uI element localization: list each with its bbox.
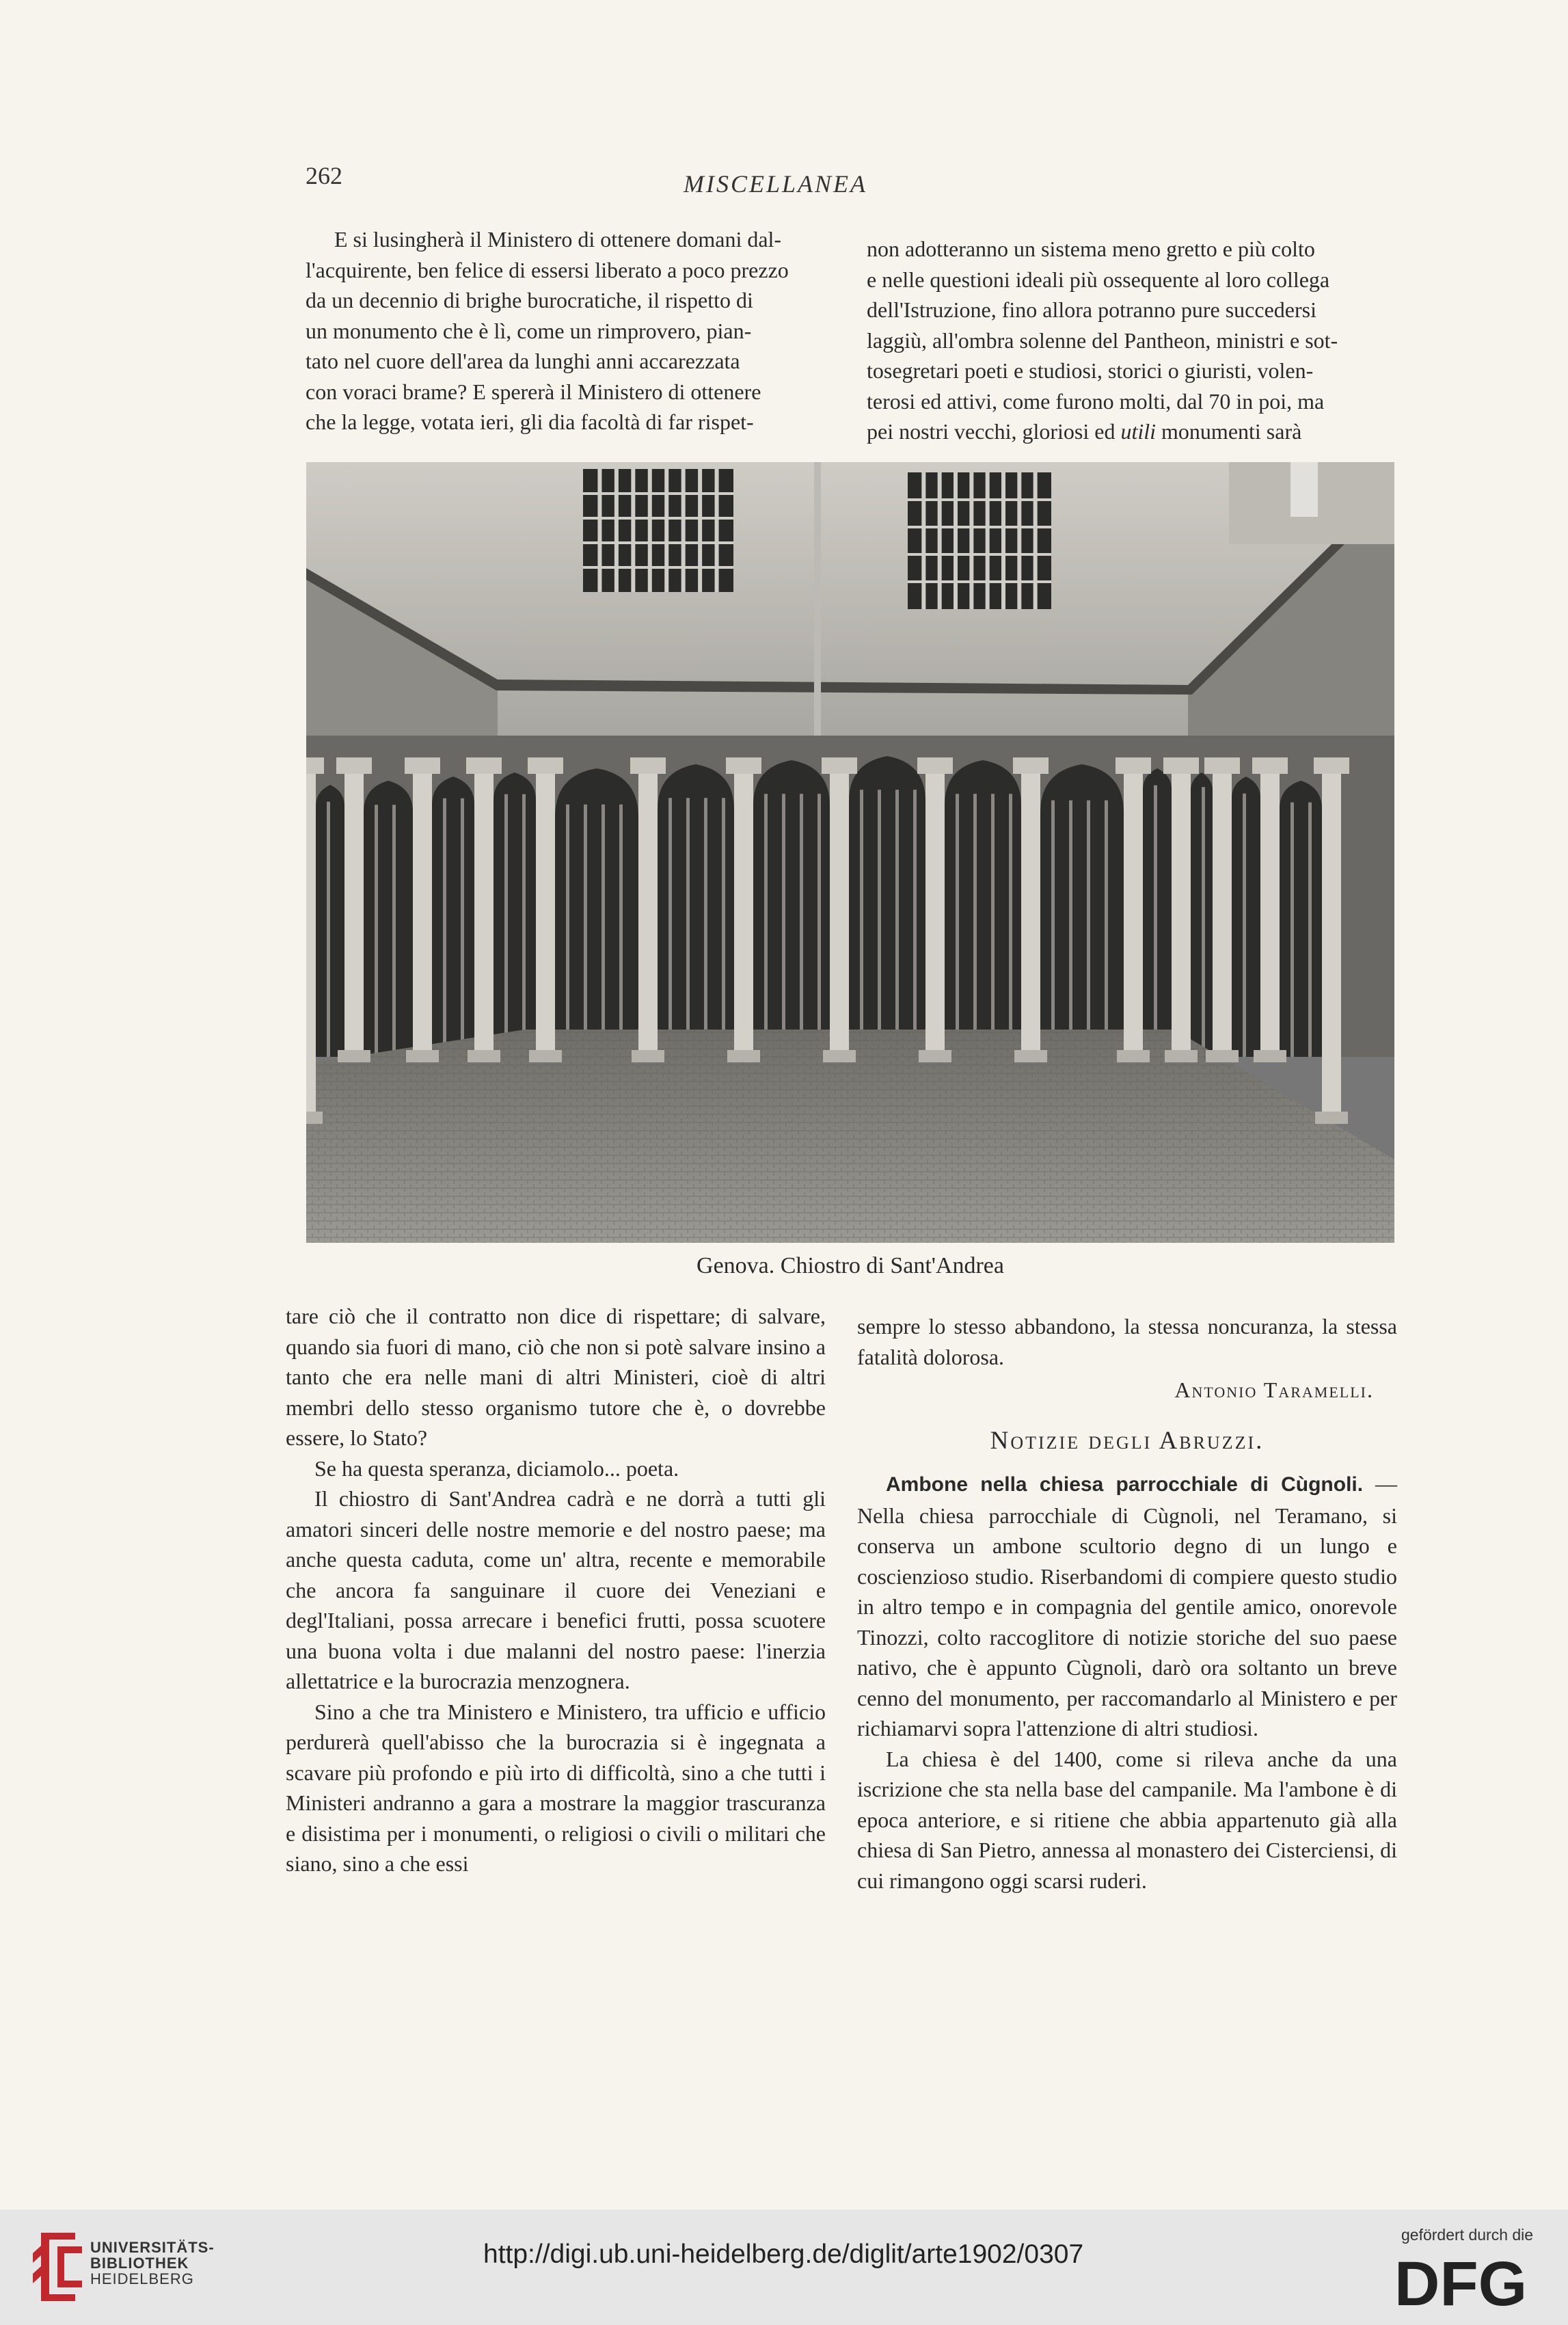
- top-left-column: [306, 224, 843, 438]
- paragraph: Il chiostro di Sant'Andrea cadrà e ne dorrà a tutti gli amatori sinceri delle nostre memorie e del nostro paese; ma anche questa caduta, come un' altra, recente e memorabile che ancora fa sanguinare il cuore dei Veneziani e degl'Italiani, possa arrecare i benefici frutti, possa scuotere una buona volta i due malanni del nostro paese: l'inerzia allettatrice e la burocrazia menzognera.: [286, 1486, 826, 1693]
- column-shaft: [344, 763, 364, 1057]
- column-base: [1206, 1050, 1239, 1062]
- text-line: [867, 416, 1414, 447]
- window-bar: [698, 469, 702, 592]
- column-base: [1117, 1050, 1150, 1062]
- library-name-line: BIBLIOTHEK: [90, 2255, 189, 2272]
- cloister-photograph: [306, 462, 1394, 1243]
- window-bar: [908, 553, 1051, 556]
- railing-bar: [1051, 801, 1055, 1057]
- bottom-left-column: [286, 1301, 826, 1879]
- window-bar: [986, 472, 990, 609]
- paragraph: tare ciò che il contratto non dice di rispettare; di salvare, quando sia fuori di mano, ciò che non si potè salvare insino a tanto che era nelle mani di altri Ministeri, cioè di altri membri dello stesso organismo tutore che è, o dovrebbe essere, lo Stato?: [286, 1304, 826, 1450]
- paragraph: sempre lo stesso abbandono, la stessa noncuranza, la stessa fatalità dolorosa.: [857, 1314, 1397, 1369]
- funding-note: gefördert durch die: [1401, 2226, 1534, 2244]
- upper-window: [1290, 462, 1318, 517]
- column-base: [823, 1050, 856, 1062]
- text-line: terosi ed attivi, come furono molti, dal 70 in poi, ma: [867, 388, 1325, 414]
- column-capital: [1314, 757, 1349, 774]
- column-capital: [1116, 757, 1151, 774]
- railing-bar: [619, 805, 623, 1057]
- text-line: e nelle questioni ideali più ossequente al loro collega: [867, 267, 1330, 292]
- railing-bar: [956, 794, 959, 1057]
- university-library-logo: [27, 2226, 87, 2307]
- column-shaft: [1260, 763, 1280, 1057]
- column-base: [468, 1050, 500, 1062]
- barred-window-left: [583, 469, 733, 592]
- column-capital: [306, 757, 324, 774]
- page-number: 262: [306, 162, 342, 189]
- column-shaft: [830, 763, 849, 1057]
- cloister-illustration: [306, 462, 1394, 1243]
- column-shaft: [1322, 763, 1341, 1118]
- window-bar: [1017, 472, 1021, 609]
- railing-bar: [1308, 803, 1312, 1057]
- column-shaft: [413, 763, 432, 1057]
- window-bar: [648, 469, 652, 592]
- railing-bar: [601, 805, 605, 1057]
- railing-bar: [1290, 803, 1294, 1057]
- column-capital: [1252, 757, 1288, 774]
- railing-bar: [1154, 785, 1157, 1057]
- run-in-heading: Ambone nella chiesa parrocchiale di Cùgnoli.: [886, 1473, 1364, 1496]
- window-bar: [969, 472, 973, 609]
- text-line: che la legge, votata ieri, gli dia facoltà di far rispet-: [306, 409, 754, 434]
- railing-bar: [1069, 801, 1072, 1057]
- window-bar: [681, 469, 686, 592]
- paragraph: La chiesa è del 1400, come si rileva anche da una iscrizione che sta nella base del campanile. Ma l'ambone è di epoca anteriore, e si ritiene che abbia appartenuto già alla chiesa di San Pietro, annessa al monastero dei Cisterciensi, di cui rimangono oggi scarsi ruderi.: [857, 1746, 1397, 1893]
- railing-bar: [443, 798, 446, 1057]
- library-name-line: UNIVERSITÄTS-: [90, 2239, 215, 2256]
- dfg-logo-text: DFG: [1394, 2252, 1528, 2313]
- column-shaft: [306, 763, 316, 1118]
- section-heading: Notizie degli Abruzzi.: [990, 1426, 1265, 1455]
- railing-bar: [1009, 794, 1012, 1057]
- running-title: MISCELLANEA: [684, 170, 868, 198]
- column-capital: [528, 757, 563, 774]
- arch-opening: [364, 781, 413, 1057]
- railing-bar: [1087, 801, 1090, 1057]
- column-capital: [726, 757, 761, 774]
- top-right-column: [867, 234, 1414, 447]
- paragraph: [857, 1468, 1397, 1744]
- railing-bar: [913, 790, 917, 1057]
- railing-bar: [461, 798, 464, 1057]
- bottom-right-column: [857, 1311, 1397, 1896]
- permalink[interactable]: http://digi.ub.uni-heidelberg.de/diglit/arte1902/0307: [483, 2240, 1084, 2269]
- railing-bar: [584, 805, 587, 1057]
- window-bar: [1033, 472, 1038, 609]
- figure-caption: Genova. Chiostro di Sant'Andrea: [697, 1253, 1004, 1278]
- arcade-arches: [316, 756, 1322, 1057]
- column-shaft: [1021, 763, 1040, 1057]
- column-capital: [917, 757, 953, 774]
- railing-bar: [1243, 794, 1246, 1057]
- column-capital: [822, 757, 857, 774]
- window-bar: [954, 472, 958, 609]
- text-line: un monumento che è lì, come un rimprovero, pian-: [306, 318, 752, 343]
- column-capital: [405, 757, 440, 774]
- column-base: [727, 1050, 760, 1062]
- window-bar: [583, 517, 733, 520]
- dfg-logo: [1394, 2252, 1549, 2313]
- column-base: [1014, 1050, 1047, 1062]
- railing-bar: [764, 794, 768, 1057]
- railing-bar: [668, 798, 672, 1057]
- column-capital: [630, 757, 666, 774]
- column-base: [529, 1050, 562, 1062]
- window-bar: [908, 498, 1051, 501]
- arch-opening: [1280, 781, 1322, 1057]
- railing-bar: [722, 798, 725, 1057]
- column-shaft: [1124, 763, 1143, 1057]
- arch-opening: [432, 777, 474, 1057]
- column-base: [1165, 1050, 1198, 1062]
- window-bar: [583, 541, 733, 544]
- window-bar: [583, 566, 733, 569]
- column-base: [406, 1050, 439, 1062]
- column-shaft: [1172, 763, 1191, 1057]
- railing-bar: [392, 805, 396, 1057]
- column-base: [1254, 1050, 1286, 1062]
- railing-bar: [782, 794, 785, 1057]
- window-bar: [597, 469, 601, 592]
- text-line: E si lusingherà il Ministero di ottenere domani dal-: [334, 227, 782, 252]
- text-line: non adotteranno un sistema meno gretto e più colto: [867, 237, 1315, 261]
- railing-bar: [686, 798, 690, 1057]
- text-span: monumenti sarà: [1156, 419, 1302, 444]
- text-line: tato nel cuore dell'area da lunghi anni accarezzata: [306, 349, 740, 373]
- text-span: pei nostri vecchi, gloriosi ed: [867, 419, 1121, 444]
- window-bar: [715, 469, 719, 592]
- railing-bar: [327, 802, 330, 1057]
- railing-bar: [817, 794, 821, 1057]
- column-base: [338, 1050, 370, 1062]
- paragraph-text: — Nella chiesa parrocchiale di Cùgnoli, nel Teramano, si conserva un ambone scultorio degno di un lungo e coscienzioso studio. Riserbandomi di compiere questo studio in altro tempo e in compagnia del gentile amico, onorevole Tinozzi, colto raccoglitore di notizie storiche del suo paese nativo, che è appunto Cùgnoli, darò ora soltanto un breve cenno del monumento, per raccomandarlo al Ministero e per richiamarvi sopra l'attenzione di altri studiosi.: [857, 1471, 1397, 1741]
- column-base: [1315, 1112, 1348, 1124]
- column-shaft: [734, 763, 753, 1057]
- text-line: l'acquirente, ben felice di essersi liberato a poco prezzo: [306, 257, 789, 282]
- window-bar: [583, 492, 733, 495]
- window-bar: [631, 469, 635, 592]
- window-bar: [938, 472, 942, 609]
- railing-bar: [878, 790, 881, 1057]
- railing-bar: [1105, 801, 1108, 1057]
- window-bar: [921, 472, 925, 609]
- window-bar: [664, 469, 668, 592]
- railing-bar: [973, 794, 977, 1057]
- column-capital: [466, 757, 502, 774]
- column-capital: [1163, 757, 1199, 774]
- railing-bar: [522, 794, 526, 1057]
- window-bar: [614, 469, 619, 592]
- railing-bar: [800, 794, 803, 1057]
- railing-bar: [895, 790, 899, 1057]
- column-capital: [1204, 757, 1240, 774]
- text-line: con voraci brame? E spererà il Ministero di ottenere: [306, 379, 761, 404]
- column-capital: [336, 757, 372, 774]
- text-line: laggiù, all'ombra solenne del Pantheon, ministri e sot-: [867, 327, 1338, 353]
- italic-word: utili: [1120, 419, 1157, 444]
- library-name: [90, 2240, 215, 2287]
- column-shaft: [536, 763, 555, 1057]
- railing-bar: [375, 805, 378, 1057]
- column-base: [306, 1112, 323, 1124]
- column-shaft: [474, 763, 494, 1057]
- railing-bar: [860, 790, 863, 1057]
- column-shaft: [925, 763, 945, 1057]
- barred-window-right: [908, 472, 1051, 609]
- window-bar: [1001, 472, 1005, 609]
- column-base: [919, 1050, 951, 1062]
- railing-bar: [566, 805, 569, 1057]
- railing-bar: [504, 794, 508, 1057]
- window-bar: [908, 580, 1051, 583]
- column-shaft: [1213, 763, 1232, 1057]
- arch-opening: [494, 772, 536, 1057]
- author-signature: Antonio Taramelli.: [1174, 1377, 1374, 1402]
- column-base: [632, 1050, 664, 1062]
- paragraph: Se ha questa speranza, diciamolo... poeta.: [314, 1455, 679, 1481]
- text-line: dell'Istruzione, fino allora potranno pure succedersi: [867, 297, 1316, 322]
- window-bar: [908, 526, 1051, 528]
- railing-bar: [704, 798, 707, 1057]
- text-line: tosegretari poeti e studiosi, storici o giuristi, volen-: [867, 358, 1314, 383]
- railing-bar: [1202, 787, 1205, 1057]
- paragraph: Sino a che tra Ministero e Ministero, tra ufficio e ufficio perdurerà quell'abisso che la burocrazia si è ingegnata a scavare più profondo e più irto di difficoltà, sino a che tutti i Ministeri andranno a gara a mostrare la maggior trascuranza e disistima per i monumenti, o religiosi o civili o militari che siano, sino a che essi: [286, 1699, 826, 1876]
- column-shaft: [638, 763, 658, 1057]
- column-capital: [1013, 757, 1049, 774]
- library-name-line: HEIDELBERG: [90, 2270, 194, 2287]
- railing-bar: [991, 794, 995, 1057]
- text-line: da un decennio di brighe burocratiche, il rispetto di: [306, 288, 753, 312]
